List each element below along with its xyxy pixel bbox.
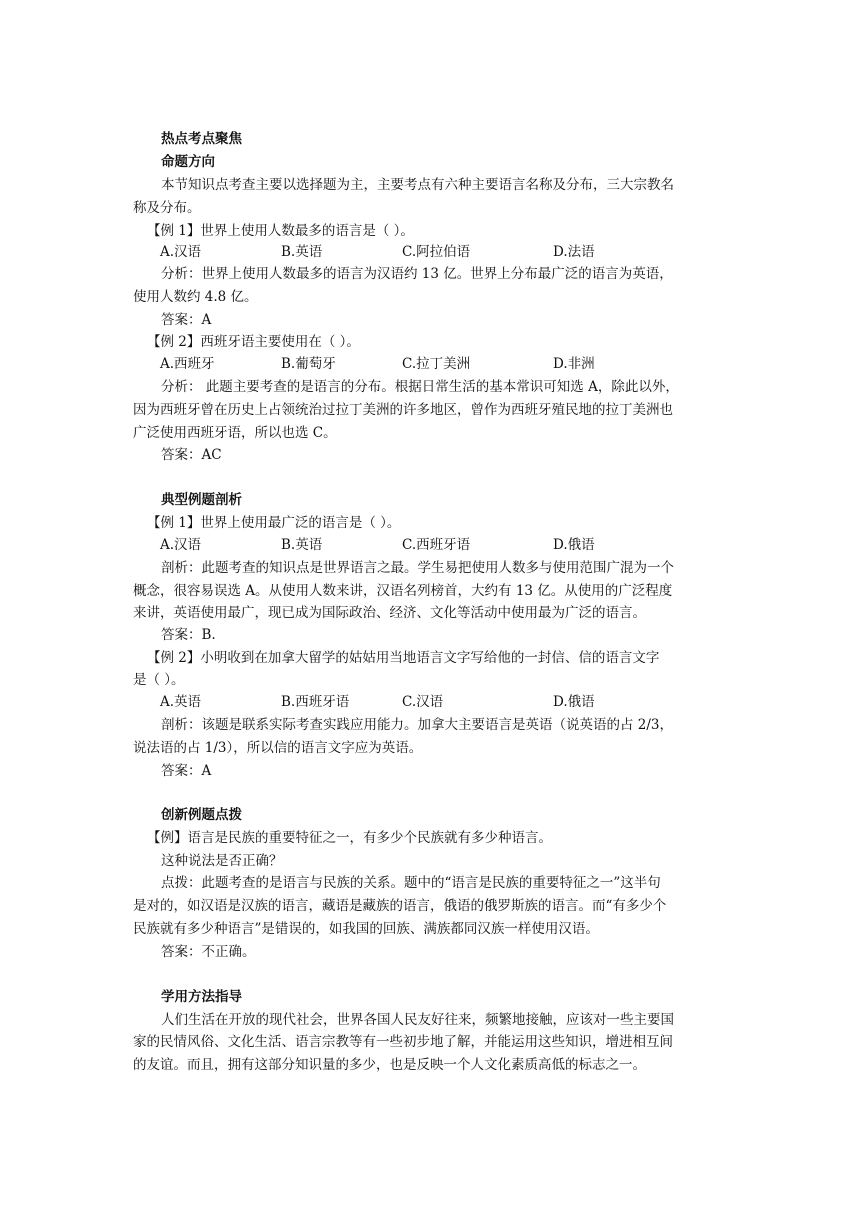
analysis-line: 因为西班牙曾在历史上占领统治过拉丁美洲的许多地区，曾作为西班牙殖民地的拉丁美洲也	[133, 402, 673, 418]
question-ex-cont: 这种说法是否正确？	[161, 853, 283, 869]
question-ex2-cont: 是（ ）。	[133, 672, 185, 688]
question-ex1: 【例 1】世界上使用人数最多的语言是（ ）。	[147, 223, 414, 239]
answer: 答案：不正确。	[161, 944, 256, 960]
question-ex1: 【例 1】世界上使用最广泛的语言是（ ）。	[147, 515, 401, 531]
question-ex2: 【例 2】小明收到在加拿大留学的姑姑用当地语言文字写给他的一封信、信的语言文字	[147, 650, 660, 666]
answer: 答案：A	[161, 312, 212, 328]
analysis-line: 剖析：该题是联系实际考查实践应用能力。加拿大主要语言是英语（说英语的占 2/3，	[161, 717, 674, 733]
option-d: D.非洲	[553, 356, 595, 372]
option-d: D.法语	[553, 244, 595, 260]
question-ex: 【例】语言是民族的重要特征之一，有多少个民族就有多少种语言。	[147, 830, 552, 846]
option-d: D.俄语	[553, 537, 595, 553]
option-a: A.汉语	[160, 244, 202, 260]
analysis-line: 概念，很容易误选 A。从使用人数来讲，汉语名列榜首，大约有 13 亿。从使用的广泛程度	[133, 583, 673, 599]
analysis-line: 来讲，英语使用最广，现已成为国际政治、经济、文化等活动中使用最为广泛的语言。	[133, 605, 646, 621]
analysis-line: 分析：世界上使用人数最多的语言为汉语约 13 亿。世界上分布最广泛的语言为英语，	[161, 266, 673, 282]
analysis-line: 剖析：此题考查的知识点是世界语言之最。学生易把使用人数多与使用范围广混为一个	[161, 560, 674, 576]
question-ex2: 【例 2】西班牙语主要使用在（ ）。	[147, 334, 360, 350]
analysis-line: 分析： 此题主要考查的是语言的分布。根据日常生活的基本常识可知选 A，除此以外，	[161, 379, 679, 395]
option-b: B.西班牙语	[281, 694, 350, 710]
intro-line: 本节知识点考查主要以选择题为主，主要考点有六种主要语言名称及分布，三大宗教名	[161, 177, 674, 193]
paragraph-line: 的友谊。而且，拥有这部分知识量的多少，也是反映一个人文化素质高低的标志之一。	[133, 1057, 646, 1073]
analysis-line: 使用人数约 4.8 亿。	[133, 289, 258, 305]
option-c: C.西班牙语	[402, 537, 471, 553]
option-b: B.英语	[281, 244, 323, 260]
analysis-line: 是对的，如汉语是汉族的语言，藏语是藏族的语言，俄语的俄罗斯族的语言。而“有多少个	[133, 898, 667, 914]
option-c: C.拉丁美洲	[402, 356, 471, 372]
option-b: B.葡萄牙	[281, 356, 336, 372]
analysis-line: 民族就有多少种语言”是错误的，如我国的回族、满族都同汉族一样使用汉语。	[133, 921, 599, 937]
answer: 答案：B.	[161, 627, 216, 643]
option-a: A.英语	[160, 694, 202, 710]
analysis-line: 说法语的占 1/3），所以信的语言文字应为英语。	[133, 740, 423, 756]
paragraph-line: 人们生活在开放的现代社会，世界各国人民友好往来，频繁地接触，应该对一些主要国	[161, 1012, 674, 1028]
option-c: C.阿拉伯语	[402, 244, 471, 260]
paragraph-line: 家的民情风俗、文化生活、语言宗教等有一些初步地了解，并能运用这些知识，增进相互间	[133, 1034, 673, 1050]
option-a: A.西班牙	[160, 356, 215, 372]
section-heading-innovation: 创新例题点拨	[161, 807, 242, 823]
analysis-line: 广泛使用西班牙语，所以也选 C。	[133, 425, 337, 441]
option-c: C.汉语	[402, 694, 444, 710]
option-a: A.汉语	[160, 537, 202, 553]
answer: 答案：AC	[161, 447, 222, 463]
intro-line: 称及分布。	[133, 200, 201, 216]
section-heading-method: 学用方法指导	[161, 989, 242, 1005]
option-b: B.英语	[281, 537, 323, 553]
option-d: D.俄语	[553, 694, 595, 710]
section-heading-typical: 典型例题剖析	[161, 492, 242, 508]
section-heading-hot-points: 热点考点聚焦	[161, 131, 242, 147]
analysis-line: 点拨：此题考查的是语言与民族的关系。题中的“语言是民族的重要特征之一”这半句	[161, 875, 661, 891]
subheading-direction: 命题方向	[161, 154, 215, 170]
answer: 答案：A	[161, 763, 212, 779]
